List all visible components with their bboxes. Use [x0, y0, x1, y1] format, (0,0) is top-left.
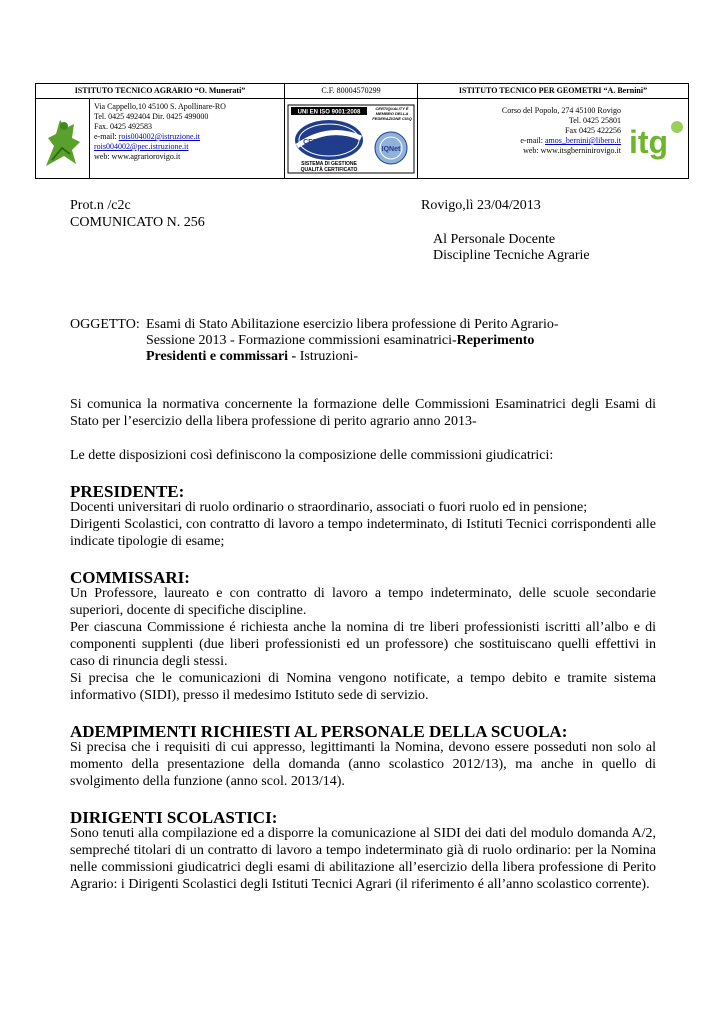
commissari-paragraph-1: Un Professore, laureato e con contratto di lavoro a tempo indeterminato, delle scuole secondarie superiori, docente di specifiche discipline.: [70, 586, 656, 618]
geometri-school-name: ISTITUTO TECNICO PER GEOMETRI “A. Bernini”: [458, 86, 648, 95]
agrario-pec-row: [94, 142, 284, 152]
agrario-email-row: [94, 132, 284, 142]
geometri-phone: Tel. 0425 25801: [568, 116, 621, 125]
letterhead: [35, 83, 689, 179]
email-label: e-mail:: [520, 136, 543, 145]
subject-line-3-text: Istruzioni-: [296, 349, 359, 364]
agrario-street: Via Cappello,10 45100 S. Apollinare-RO: [94, 102, 226, 111]
geometri-street: Corso del Popolo, 274 45100 Rovigo: [501, 106, 621, 115]
dirigenti-paragraph: Sono tenuti alla compilazione ed a disporre la comunicazione al SIDI dei dati del modulo domanda A/2, sempreché titolari di un contratto di lavoro a tempo indeterminato già di ruolo ordinario: per la Nomina nelle commissioni giudicatrici degli esami di abilitazione all’esercizio della libera professione di Perito Agrario: i Dirigenti Scolastici degli Istituti Tecnici Agrari (il riferimento é all’anno scolastico corrente).: [70, 826, 656, 892]
agrario-address: [90, 99, 285, 178]
commissari-paragraph-3: Si precisa che le comunicazioni di Nomina vengono notificate, a tempo debito e tramite sistema informativo (SIDI), presso il medesimo Istituto sede di servizio.: [70, 671, 656, 703]
agrario-phone: Tel. 0425 492404 Dir. 0425 499000: [94, 112, 209, 121]
subject-label: OGGETTO:: [70, 317, 140, 332]
intro-paragraph: Si comunica la normativa concernente la formazione delle Commissioni Esaminatrici degli Esami di Stato per l’esercizio della libera professione di perito agrario anno 2013-: [70, 397, 656, 429]
letterhead-title-row: [36, 84, 688, 99]
place-date: Rovigo,lì 23/04/2013: [421, 198, 541, 213]
agrario-pec-link[interactable]: rois004002@pec.istruzione.it: [94, 142, 189, 151]
iqnet-label: IQNet: [381, 145, 401, 153]
certiquality-brand: CERTIQUALITY: [303, 138, 355, 146]
intro-paragraph-2: Le dette disposizioni così definiscono la composizione delle commissioni giudicatrici:: [70, 448, 554, 463]
adempimenti-paragraph: Si precisa che i requisiti di cui appresso, legittimanti la Nomina, devono essere posseduti non solo al momento della presentazione della domanda (anno scolastico 2012/13), ma anche in quello di svolgimento della funzione (anno scol. 2013/14).: [70, 740, 656, 789]
agrario-email-link[interactable]: rois004002@istruzione.it: [118, 132, 201, 141]
agrario-logo: [36, 99, 90, 178]
system-label-2: QUALITÀ CERTIFICATO: [300, 166, 358, 173]
adempimenti-heading: ADEMPIMENTI RICHIESTI AL PERSONALE DELLA SCUOLA:: [70, 722, 568, 741]
letterhead-details-row: [36, 99, 688, 178]
commissari-paragraph-2: Per ciascuna Commissione é richiesta anche la nomina di tre liberi professionisti iscritti all’albo e di componenti supplenti (due liberi professionisti ed un professore) che sostituiscano quelli effettivi in caso di rinuncia degli stessi.: [70, 620, 656, 669]
agrario-fax: Fax. 0425 492583: [94, 122, 152, 131]
subject-line-2-text: Sessione 2013 - Formazione commissioni esaminatrici-: [146, 333, 457, 348]
presidente-heading: PRESIDENTE:: [70, 482, 185, 501]
certiquality-logo: [287, 104, 415, 174]
presidente-paragraph-2: Dirigenti Scolastici, con contratto di lavoro a tempo indeterminato, di Istituti Tecnici corrispondenti alle indicate tipologie di esame;: [70, 517, 656, 549]
presidente-paragraph-1: Docenti universitari di ruolo ordinario o straordinario, associati o fuori ruolo ed in pensione;: [70, 500, 588, 515]
itg-logo: [624, 99, 688, 178]
geometri-email-link[interactable]: amos_bernini@libero.it: [544, 136, 621, 145]
communique-number: COMUNICATO N. 256: [70, 215, 205, 230]
leaf-figure-icon: [40, 108, 86, 170]
dirigenti-heading: DIRIGENTI SCOLASTICI:: [70, 808, 278, 827]
agrario-web: web: www.agrariorovigo.it: [94, 152, 181, 161]
subject-line-2: [146, 332, 534, 349]
itg-logo-text: itg: [629, 123, 669, 160]
cisq-member-note: CERTIQUALITY È MEMBRO DELLA FEDERAZIONE CISQ: [372, 105, 412, 121]
geometri-web: web: www.itsgberninirovigo.it: [523, 146, 621, 155]
certification-logos: [285, 99, 418, 178]
system-label-1: SISTEMA DI GESTIONE: [301, 160, 357, 167]
subject-line-3-bold: Presidenti e commissari -: [146, 349, 297, 364]
recipient-line-1: Al Personale Docente: [433, 232, 556, 247]
itg-logo-icon: [627, 117, 685, 161]
protocol-number: Prot.n /c2c: [70, 198, 131, 213]
subject-line-2-bold: Reperimento: [456, 333, 535, 348]
fiscal-code: C.F. 80004570299: [285, 84, 418, 98]
commissari-heading: COMMISSARI:: [70, 568, 190, 587]
geometri-address: [418, 99, 624, 178]
iso-label: UNI EN ISO 9001:2008: [297, 109, 361, 115]
geometri-email-row: [418, 136, 621, 146]
subject-line-1: Esami di Stato Abilitazione esercizio libera professione di Perito Agrario-: [146, 317, 559, 332]
subject-line-3: [146, 348, 358, 365]
agrario-school-name: ISTITUTO TECNICO AGRARIO “O. Munerati”: [36, 84, 285, 98]
geometri-fax: Fax 0425 422256: [565, 126, 621, 135]
email-label: e-mail:: [94, 132, 117, 141]
recipient-line-2: Discipline Tecniche Agrarie: [433, 248, 590, 263]
